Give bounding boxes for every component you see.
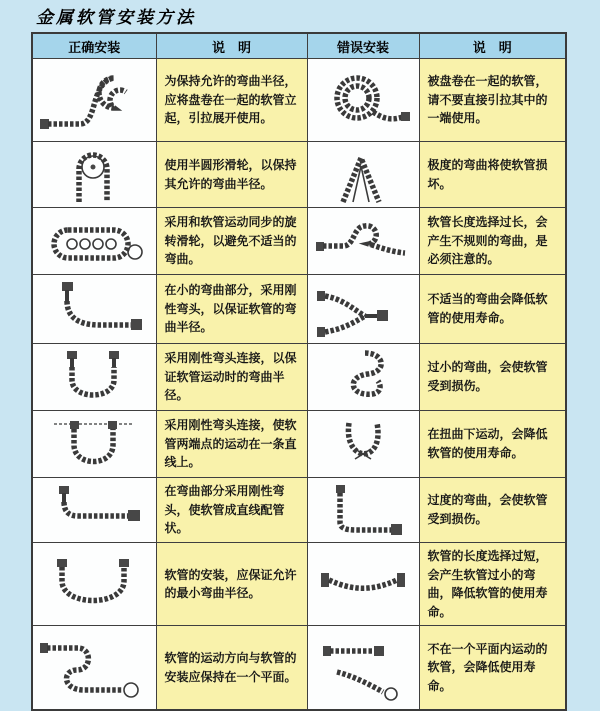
table-row: [32, 543, 566, 626]
wrong-description-8: 软管的长度选择过短，会产生软管过小的弯曲，降低软管的使用寿命。: [419, 543, 566, 626]
header-wrong-install: 错误安装: [307, 33, 419, 59]
wrong-image-cell-5: [307, 344, 419, 411]
table-row: [32, 59, 566, 142]
installation-method-table: [31, 32, 567, 711]
correct-description-7: 在弯曲部分采用刚性弯头，使软管成直线配管状。: [156, 478, 307, 543]
correct-image-cell-7: [32, 478, 156, 543]
correct-image-cell-9: [32, 626, 156, 710]
inline-endpoint-motion-u-icon: [38, 415, 150, 473]
header-correct-install: 正确安装: [32, 33, 156, 59]
wrong-description-1: 被盘卷在一起的软管，请不要直接引拉其中的一端使用。: [419, 59, 566, 142]
overbent-elbow-icon: [313, 482, 413, 538]
table-row: [32, 142, 566, 208]
wrong-description-4: 不适当的弯曲会降低软管的使用寿命。: [419, 275, 566, 344]
wrong-image-cell-1: [307, 59, 419, 142]
wrong-image-cell-9: [307, 626, 419, 710]
header-correct-description: 说 明: [156, 33, 307, 59]
correct-image-cell-4: [32, 275, 156, 344]
overlong-irregular-loop-icon: [313, 212, 413, 270]
wrong-description-7: 过度的弯曲，会使软管受到损伤。: [419, 478, 566, 543]
tangled-coil-pulled-icon: [313, 62, 413, 138]
wrong-image-cell-6: [307, 411, 419, 478]
wrong-description-2: 极度的弯曲将使软管损坏。: [419, 142, 566, 208]
synchronized-rotating-pulley-icon: [38, 212, 150, 270]
improper-sharp-branch-icon: [313, 279, 413, 339]
wrong-description-3: 软管长度选择过长，会产生不规则的弯曲，是必须注意的。: [419, 208, 566, 275]
correct-image-cell-8: [32, 543, 156, 626]
minimum-bend-radius-u-icon: [38, 555, 150, 613]
wrong-image-cell-8: [307, 543, 419, 626]
table-row: [32, 478, 566, 543]
table-row: [32, 344, 566, 411]
wrong-description-9: 不在一个平面内运动的软管，会降低使用寿命。: [419, 626, 566, 710]
twisted-motion-u-icon: [313, 415, 413, 473]
correct-description-9: 软管的运动方向与软管的安装应保持在一个平面。: [156, 626, 307, 710]
correct-image-cell-2: [32, 142, 156, 208]
table-row: [32, 208, 566, 275]
correct-description-2: 使用半圆形滑轮，以保持其允许的弯曲半径。: [156, 142, 307, 208]
correct-description-8: 软管的安装，应保证允许的最小弯曲半径。: [156, 543, 307, 626]
too-short-taut-hose-icon: [313, 555, 413, 613]
header-row: [32, 33, 566, 59]
semicircular-pulley-guide-icon: [38, 146, 150, 204]
out-of-plane-routing-icon: [313, 630, 413, 706]
table-row: [32, 275, 566, 344]
straight-run-with-elbow-icon: [38, 482, 150, 538]
rigid-elbow-small-bend-icon: [38, 279, 150, 339]
correct-description-3: 采用和软管运动同步的旋转滑轮，以避免不适当的弯曲。: [156, 208, 307, 275]
correct-image-cell-1: [32, 59, 156, 142]
correct-description-6: 采用刚性弯头连接，使软管两端点的运动在一条直线上。: [156, 411, 307, 478]
wrong-description-6: 在扭曲下运动，会降低软管的使用寿命。: [419, 411, 566, 478]
rigid-elbow-u-connection-icon: [38, 348, 150, 406]
table-row: [32, 411, 566, 478]
correct-description-4: 在小的弯曲部分，采用刚性弯头，以保证软管的弯曲半径。: [156, 275, 307, 344]
correct-description-5: 采用刚性弯头连接，以保证软管运动时的弯曲半径。: [156, 344, 307, 411]
standing-coil-unrolled-icon: [38, 62, 150, 138]
correct-image-cell-3: [32, 208, 156, 275]
extreme-sharp-bend-icon: [313, 146, 413, 204]
header-wrong-description: 说 明: [419, 33, 566, 59]
page-title: 金属软管安装方法: [36, 8, 196, 27]
single-plane-routing-icon: [38, 630, 150, 706]
table-row: [32, 626, 566, 710]
wrong-image-cell-3: [307, 208, 419, 275]
wrong-description-5: 过小的弯曲，会使软管受到损伤。: [419, 344, 566, 411]
correct-image-cell-6: [32, 411, 156, 478]
wrong-image-cell-2: [307, 142, 419, 208]
wrong-image-cell-7: [307, 478, 419, 543]
correct-image-cell-5: [32, 344, 156, 411]
wrong-image-cell-4: [307, 275, 419, 344]
correct-description-1: 为保持允许的弯曲半径，应将盘卷在一起的软管立起，引拉展开使用。: [156, 59, 307, 142]
too-small-s-bend-icon: [313, 348, 413, 406]
